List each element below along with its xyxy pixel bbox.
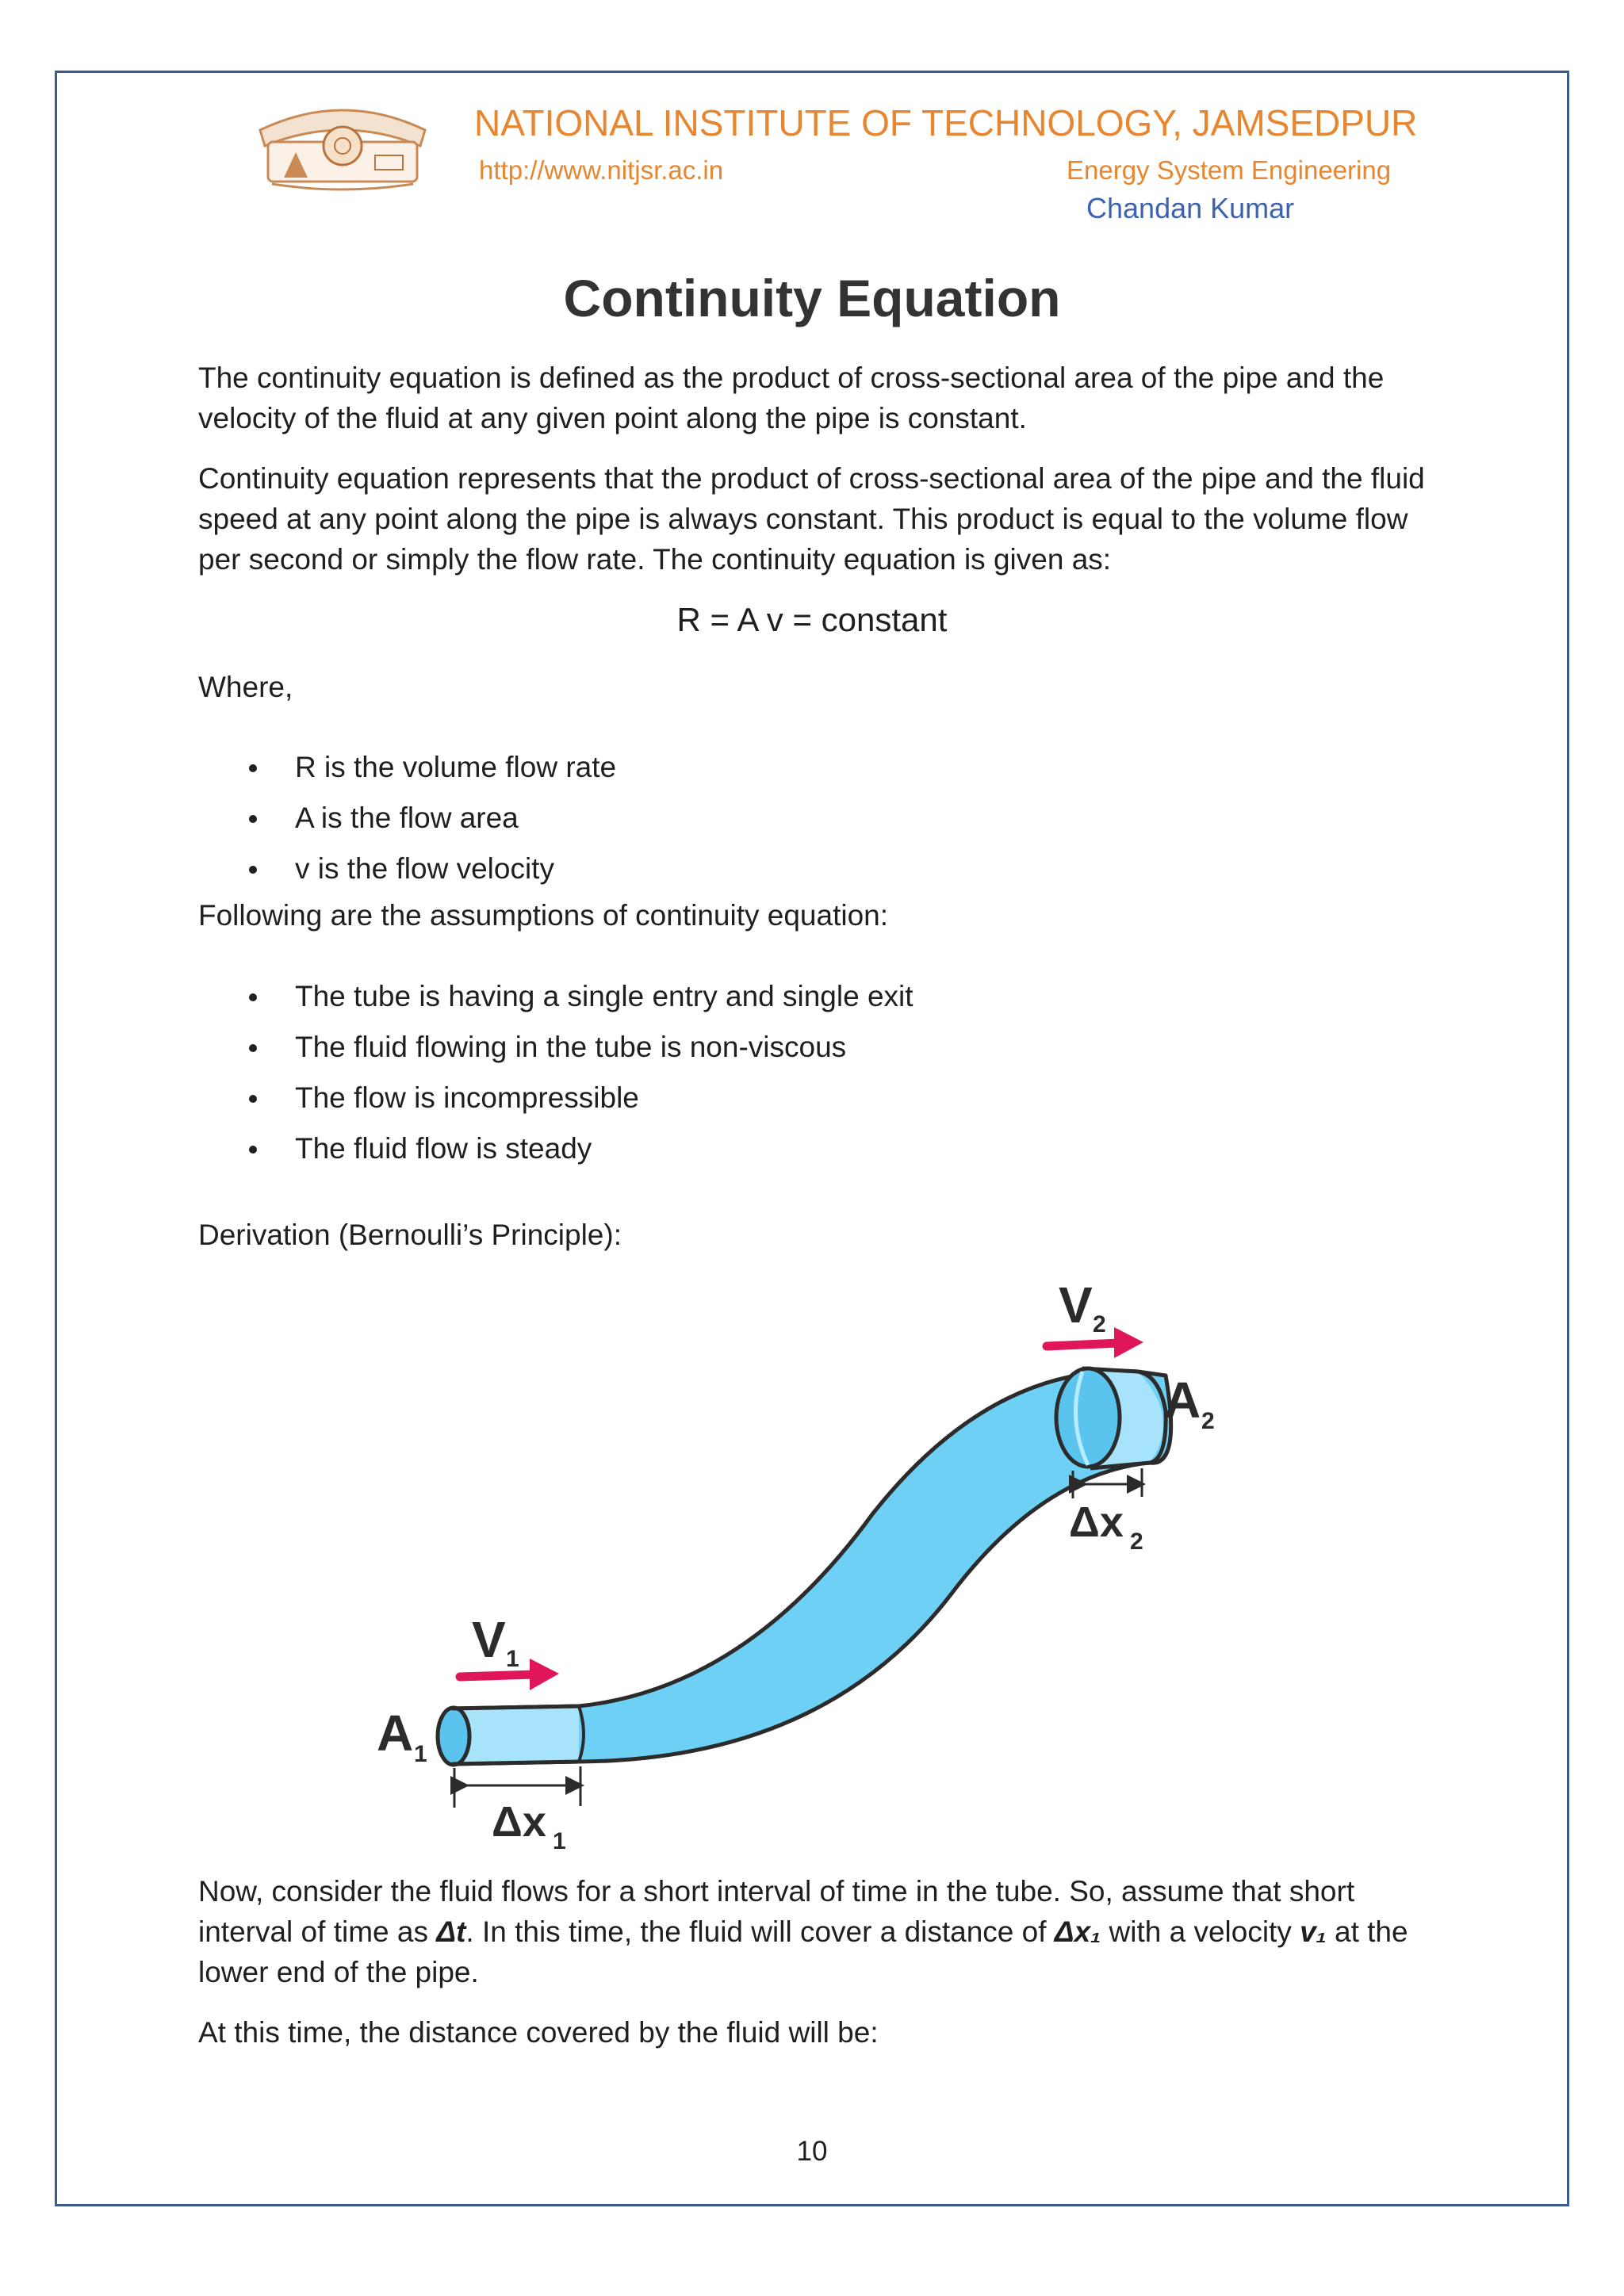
list-item: R is the volume flow rate [246,742,616,793]
bullet-icon [249,764,257,772]
assumptions-list [246,971,914,1174]
label-a1-sub: 1 [414,1741,427,1767]
label-v1-sub: 1 [506,1646,519,1672]
list-item: v is the flow velocity [246,844,616,894]
label-dx2-sub: 2 [1130,1529,1143,1555]
label-dx2: Δx [1069,1498,1124,1546]
definition-paragraph: The continuity equation is defined as the product of cross-sectional area of the pipe and the velocity of the fluid at any given point along the pipe is constant. [198,362,1385,434]
label-v2-sub: 2 [1093,1311,1106,1337]
bullet-icon [249,815,257,823]
distance-paragraph: At this time, the distance covered by the fluid will be: [198,2016,879,2049]
lower-end-ellipse [438,1708,469,1765]
list-item: The fluid flowing in the tube is non-viscous [246,1022,914,1073]
where-list [246,742,616,894]
label-v2: V [1059,1276,1093,1334]
list-item: The tube is having a single entry and single exit [246,971,914,1022]
list-item: The flow is incompressible [246,1073,914,1123]
institute-name: NATIONAL INSTITUTE OF TECHNOLOGY, JAMSEDPUR [474,102,1418,144]
represents-paragraph: Continuity equation represents that the product of cross-sectional area of the pipe and the fluid speed at any point along the pipe is always constant. This product is equal to the volume flow per second or simply the flow rate. The continuity equation is given as: [198,462,1425,576]
label-a2: A [1164,1372,1201,1429]
bullet-icon [249,1044,257,1052]
label-dx1: Δx [492,1798,546,1846]
department-name: Energy System Engineering [1067,155,1392,185]
bullet-icon [249,866,257,874]
label-a1: A [377,1705,414,1762]
list-item: The fluid flow is steady [246,1123,914,1174]
continuity-equation: R = A v = constant [676,601,948,638]
delta-x1-symbol: Δx₁ [1054,1915,1101,1948]
label-dx1-sub: 1 [553,1828,566,1854]
author-name: Chandan Kumar [1086,192,1295,224]
bullet-icon [249,1146,257,1154]
derivation-heading: Derivation (Bernoulli’s Principle): [198,1219,622,1251]
upper-end-ellipse [1056,1368,1120,1467]
v1-symbol: v₁ [1300,1915,1327,1948]
continuity-pipe-diagram [317,1261,1308,1863]
delta-t-symbol: Δt [436,1915,466,1948]
label-v1: V [472,1611,506,1668]
consider-paragraph: Now, consider the fluid flows for a short interval of time in the tube. So, assume that short interval of time as Δt. In this time, the fluid will cover a distance of Δx₁ with a velocity v₁ at the lower end of the pipe. [198,1875,1408,1988]
bullet-icon [249,993,257,1001]
institute-url[interactable]: http://www.nitjsr.ac.in [479,155,724,185]
list-item: A is the flow area [246,793,616,844]
page-number: 10 [796,2136,828,2167]
where-label: Where, [198,671,293,703]
page-title: Continuity Equation [563,269,1061,327]
bullet-icon [249,1095,257,1103]
institute-logo [252,98,433,193]
label-a2-sub: 2 [1201,1408,1215,1434]
assumptions-intro: Following are the assumptions of continuity equation: [198,899,889,932]
